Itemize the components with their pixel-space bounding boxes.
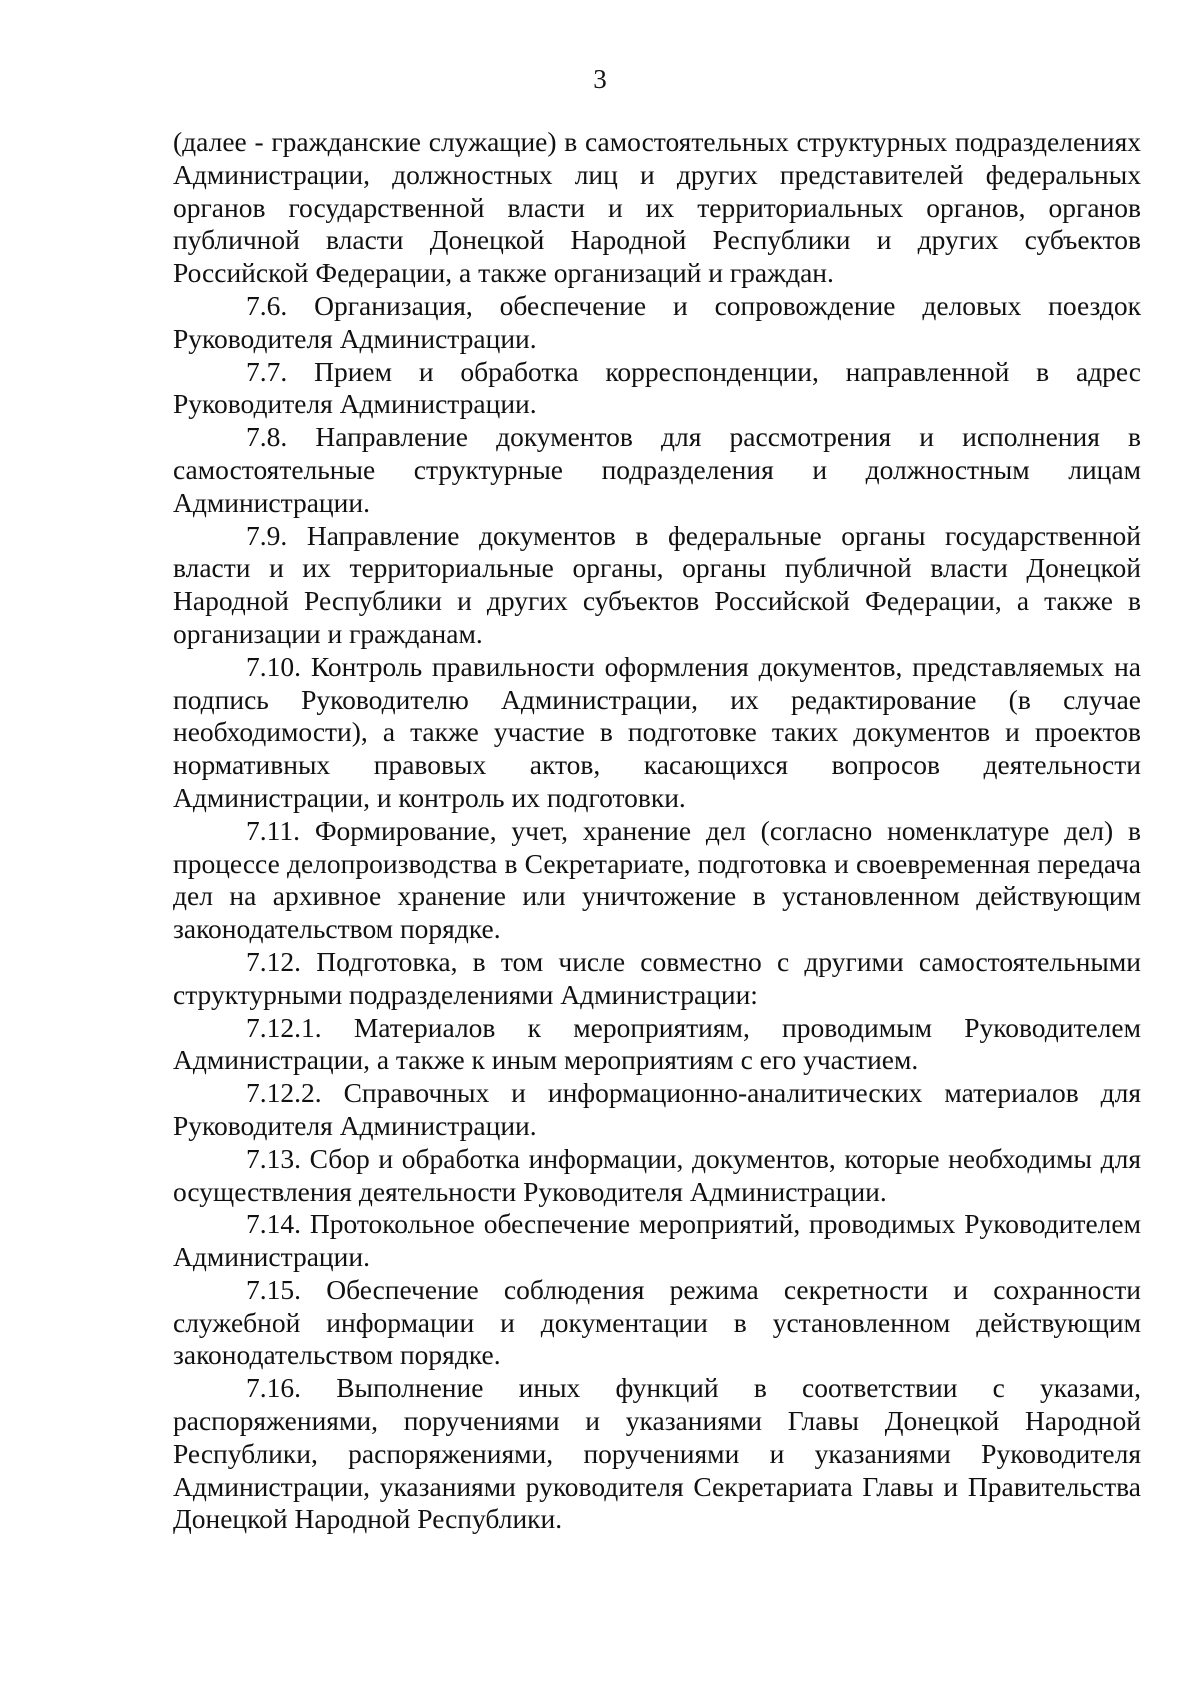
paragraph-text: Направление документов в федеральные органы государственной власти и их территориальные органы, органы публичной власти Донецкой Народной Республики и других субъектов Российской Федерации, а также в организации и гражданам. — [173, 519, 1142, 649]
paragraph-number: 7.12.1. — [246, 1011, 322, 1043]
paragraph-number: 7.12.2. — [246, 1077, 322, 1109]
paragraph-7-6 — [173, 290, 1141, 356]
paragraph-text: (далее - гражданские служащие) в самостоятельных структурных подразделениях Администрации, должностных лиц и других представителей федеральных органов государственной власти и их территориальных органов, органов публичной власти Донецкой Народной Республики и других субъектов Российской Федерации, а также организаций и граждан. — [173, 126, 1141, 289]
paragraph-number: 7.15. — [246, 1273, 301, 1305]
paragraph-number: 7.11. — [246, 814, 300, 846]
paragraph-number: 7.12. — [246, 945, 301, 977]
paragraph-text: Организация, обеспечение и сопровождение деловых поездок Руководителя Администрации. — [173, 289, 1141, 354]
paragraph-7-16 — [173, 1372, 1141, 1536]
paragraph-text: Материалов к мероприятиям, проводимым Руководителем Администрации, а также к иным мероприятиям с его участием. — [173, 1011, 1142, 1076]
page-number: 3 — [593, 64, 607, 94]
paragraph-7-12 — [173, 946, 1141, 1012]
paragraph-continuation — [173, 126, 1141, 290]
paragraph-number: 7.10. — [246, 650, 301, 682]
paragraph-7-7 — [173, 356, 1141, 422]
paragraph-number: 7.16. — [246, 1372, 301, 1404]
paragraph-number: 7.14. — [246, 1208, 301, 1240]
paragraph-text: Направление документов для рассмотрения и исполнения в самостоятельные структурные подразделения и должностным лицам Администрации. — [173, 421, 1141, 518]
paragraph-7-11 — [173, 815, 1141, 946]
document-body — [173, 126, 1141, 1536]
paragraph-7-13 — [173, 1143, 1141, 1209]
paragraph-text: Контроль правильности оформления документов, представляемых на подпись Руководителю Администрации, их редактирование (в случае необходимости), а также участие в подготовке таких документов и проектов нормативных правовых актов, касающихся вопросов деятельности Администрации, и контроль их подготовки. — [173, 650, 1141, 813]
paragraph-text: Подготовка, в том числе совместно с другими самостоятельными структурными подразделениями Администрации: — [173, 945, 1142, 1010]
paragraph-text: Формирование, учет, хранение дел (согласно номенклатуре дел) в процессе делопроизводства в Секретариате, подготовка и своевременная передача дел на архивное хранение или уничтожение в установленном действующим законодательством порядке. — [173, 814, 1141, 945]
paragraph-7-10 — [173, 651, 1141, 815]
paragraph-number: 7.13. — [246, 1142, 301, 1174]
paragraph-7-12-2 — [173, 1077, 1141, 1143]
paragraph-text: Обеспечение соблюдения режима секретности и сохранности служебной информации и документации в установленном действующим законодательством порядке. — [173, 1273, 1141, 1371]
paragraph-text: Справочных и информационно-аналитических материалов для Руководителя Администрации. — [173, 1077, 1142, 1141]
paragraph-text: Выполнение иных функций в соответствии с указами, распоряжениями, поручениями и указаниями Главы Донецкой Народной Республики, распоряжениями, поручениями и указаниями Руководителя Администрации, указаниями руководителя Секретариата Главы и Правительства Донецкой Народной Республики. — [173, 1372, 1141, 1535]
paragraph-7-12-1 — [173, 1012, 1141, 1078]
paragraph-text: Протокольное обеспечение мероприятий, проводимых Руководителем Администрации. — [173, 1208, 1141, 1273]
paragraph-7-9 — [173, 520, 1141, 651]
paragraph-7-8 — [173, 421, 1141, 519]
paragraph-7-15 — [173, 1274, 1141, 1372]
paragraph-text: Прием и обработка корреспонденции, направленной в адрес Руководителя Администрации. — [173, 355, 1142, 420]
paragraph-7-14 — [173, 1208, 1141, 1274]
paragraph-number: 7.9. — [246, 519, 288, 551]
paragraph-number: 7.6. — [246, 289, 288, 321]
paragraph-number: 7.8. — [246, 421, 288, 453]
paragraph-text: Сбор и обработка информации, документов, которые необходимы для осуществления деятельности Руководителя Администрации. — [173, 1142, 1141, 1207]
paragraph-number: 7.7. — [246, 355, 288, 387]
